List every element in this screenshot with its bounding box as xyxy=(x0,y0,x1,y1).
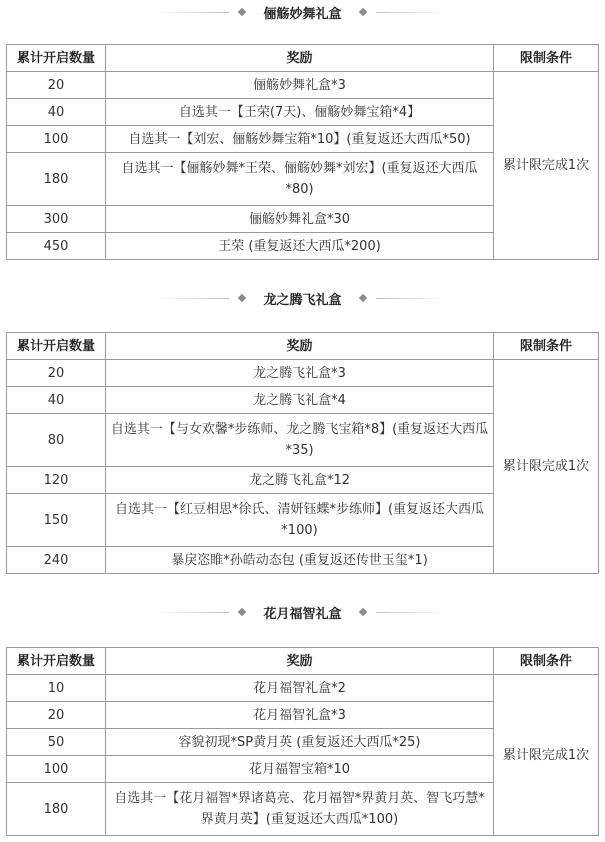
title-divider-left xyxy=(159,12,229,13)
header-count: 累计开启数量 xyxy=(7,45,106,72)
count-cell: 80 xyxy=(7,414,106,467)
count-cell: 450 xyxy=(7,233,106,260)
count-cell: 10 xyxy=(7,675,106,702)
header-reward: 奖励 xyxy=(106,648,494,675)
header-limit: 限制条件 xyxy=(494,333,599,360)
reward-cell: 自选其一【花月福智*界诸葛亮、花月福智*界黄月英、智飞巧慧*界黄月英】(重复返还大西瓜*100) xyxy=(106,783,494,836)
count-cell: 150 xyxy=(7,494,106,547)
reward-table-2 xyxy=(6,332,599,574)
count-cell: 20 xyxy=(7,702,106,729)
table-header-row xyxy=(7,45,599,72)
header-limit: 限制条件 xyxy=(494,648,599,675)
reward-cell: 花月福智宝箱*10 xyxy=(106,756,494,783)
header-limit: 限制条件 xyxy=(494,45,599,72)
section-title-text: 龙之腾飞礼盒 xyxy=(263,292,342,308)
section-title-3 xyxy=(0,600,605,624)
header-count: 累计开启数量 xyxy=(7,333,106,360)
title-divider-left xyxy=(159,298,229,299)
reward-cell: 暴戾恣睢*孙皓动态包 (重复返还传世玉玺*1) xyxy=(106,547,494,574)
reward-cell: 容貌初现*SP黄月英 (重复返还大西瓜*25) xyxy=(106,729,494,756)
reward-cell: 王荣 (重复返还大西瓜*200) xyxy=(106,233,494,260)
count-cell: 20 xyxy=(7,72,106,99)
reward-cell: 龙之腾飞礼盒*12 xyxy=(106,467,494,494)
reward-cell: 俪觞妙舞礼盒*3 xyxy=(106,72,494,99)
reward-cell: 花月福智礼盒*2 xyxy=(106,675,494,702)
limit-cell: 累计限完成1次 xyxy=(494,72,599,260)
title-divider-right xyxy=(376,298,446,299)
diamond-icon xyxy=(238,8,246,16)
count-cell: 40 xyxy=(7,99,106,126)
table-header-row xyxy=(7,648,599,675)
table-header-row xyxy=(7,333,599,360)
count-cell: 20 xyxy=(7,360,106,387)
header-reward: 奖励 xyxy=(106,45,494,72)
section-title-1 xyxy=(0,0,605,24)
reward-cell: 自选其一【刘宏、俪觞妙舞宝箱*10】(重复返还大西瓜*50) xyxy=(106,126,494,153)
section-title-text: 俪觞妙舞礼盒 xyxy=(263,6,342,22)
title-divider-right xyxy=(376,612,446,613)
count-cell: 240 xyxy=(7,547,106,574)
reward-cell: 龙之腾飞礼盒*3 xyxy=(106,360,494,387)
diamond-icon xyxy=(358,294,366,302)
section-title-2 xyxy=(0,286,605,310)
diamond-icon xyxy=(358,608,366,616)
reward-cell: 花月福智礼盒*3 xyxy=(106,702,494,729)
reward-cell: 俪觞妙舞礼盒*30 xyxy=(106,206,494,233)
reward-table-3 xyxy=(6,647,599,836)
table-row xyxy=(7,675,599,702)
header-count: 累计开启数量 xyxy=(7,648,106,675)
diamond-icon xyxy=(238,608,246,616)
reward-cell: 自选其一【俪觞妙舞*王荣、俪觞妙舞*刘宏】(重复返还大西瓜*80) xyxy=(106,153,494,206)
table-row xyxy=(7,360,599,387)
title-divider-left xyxy=(159,612,229,613)
count-cell: 180 xyxy=(7,783,106,836)
count-cell: 100 xyxy=(7,126,106,153)
reward-table-1 xyxy=(6,44,599,260)
title-divider-right xyxy=(376,12,446,13)
count-cell: 180 xyxy=(7,153,106,206)
limit-cell: 累计限完成1次 xyxy=(494,360,599,574)
reward-cell: 自选其一【王荣(7天)、俪觞妙舞宝箱*4】 xyxy=(106,99,494,126)
table-row xyxy=(7,72,599,99)
count-cell: 50 xyxy=(7,729,106,756)
header-reward: 奖励 xyxy=(106,333,494,360)
count-cell: 100 xyxy=(7,756,106,783)
reward-cell: 自选其一【与女欢馨*步练师、龙之腾飞宝箱*8】(重复返还大西瓜*35) xyxy=(106,414,494,467)
reward-cell: 自选其一【红豆相思*徐氏、清妍钰蝶*步练师】(重复返还大西瓜*100) xyxy=(106,494,494,547)
count-cell: 40 xyxy=(7,387,106,414)
diamond-icon xyxy=(358,8,366,16)
count-cell: 300 xyxy=(7,206,106,233)
section-title-text: 花月福智礼盒 xyxy=(263,606,342,622)
diamond-icon xyxy=(238,294,246,302)
limit-cell: 累计限完成1次 xyxy=(494,675,599,836)
count-cell: 120 xyxy=(7,467,106,494)
reward-cell: 龙之腾飞礼盒*4 xyxy=(106,387,494,414)
